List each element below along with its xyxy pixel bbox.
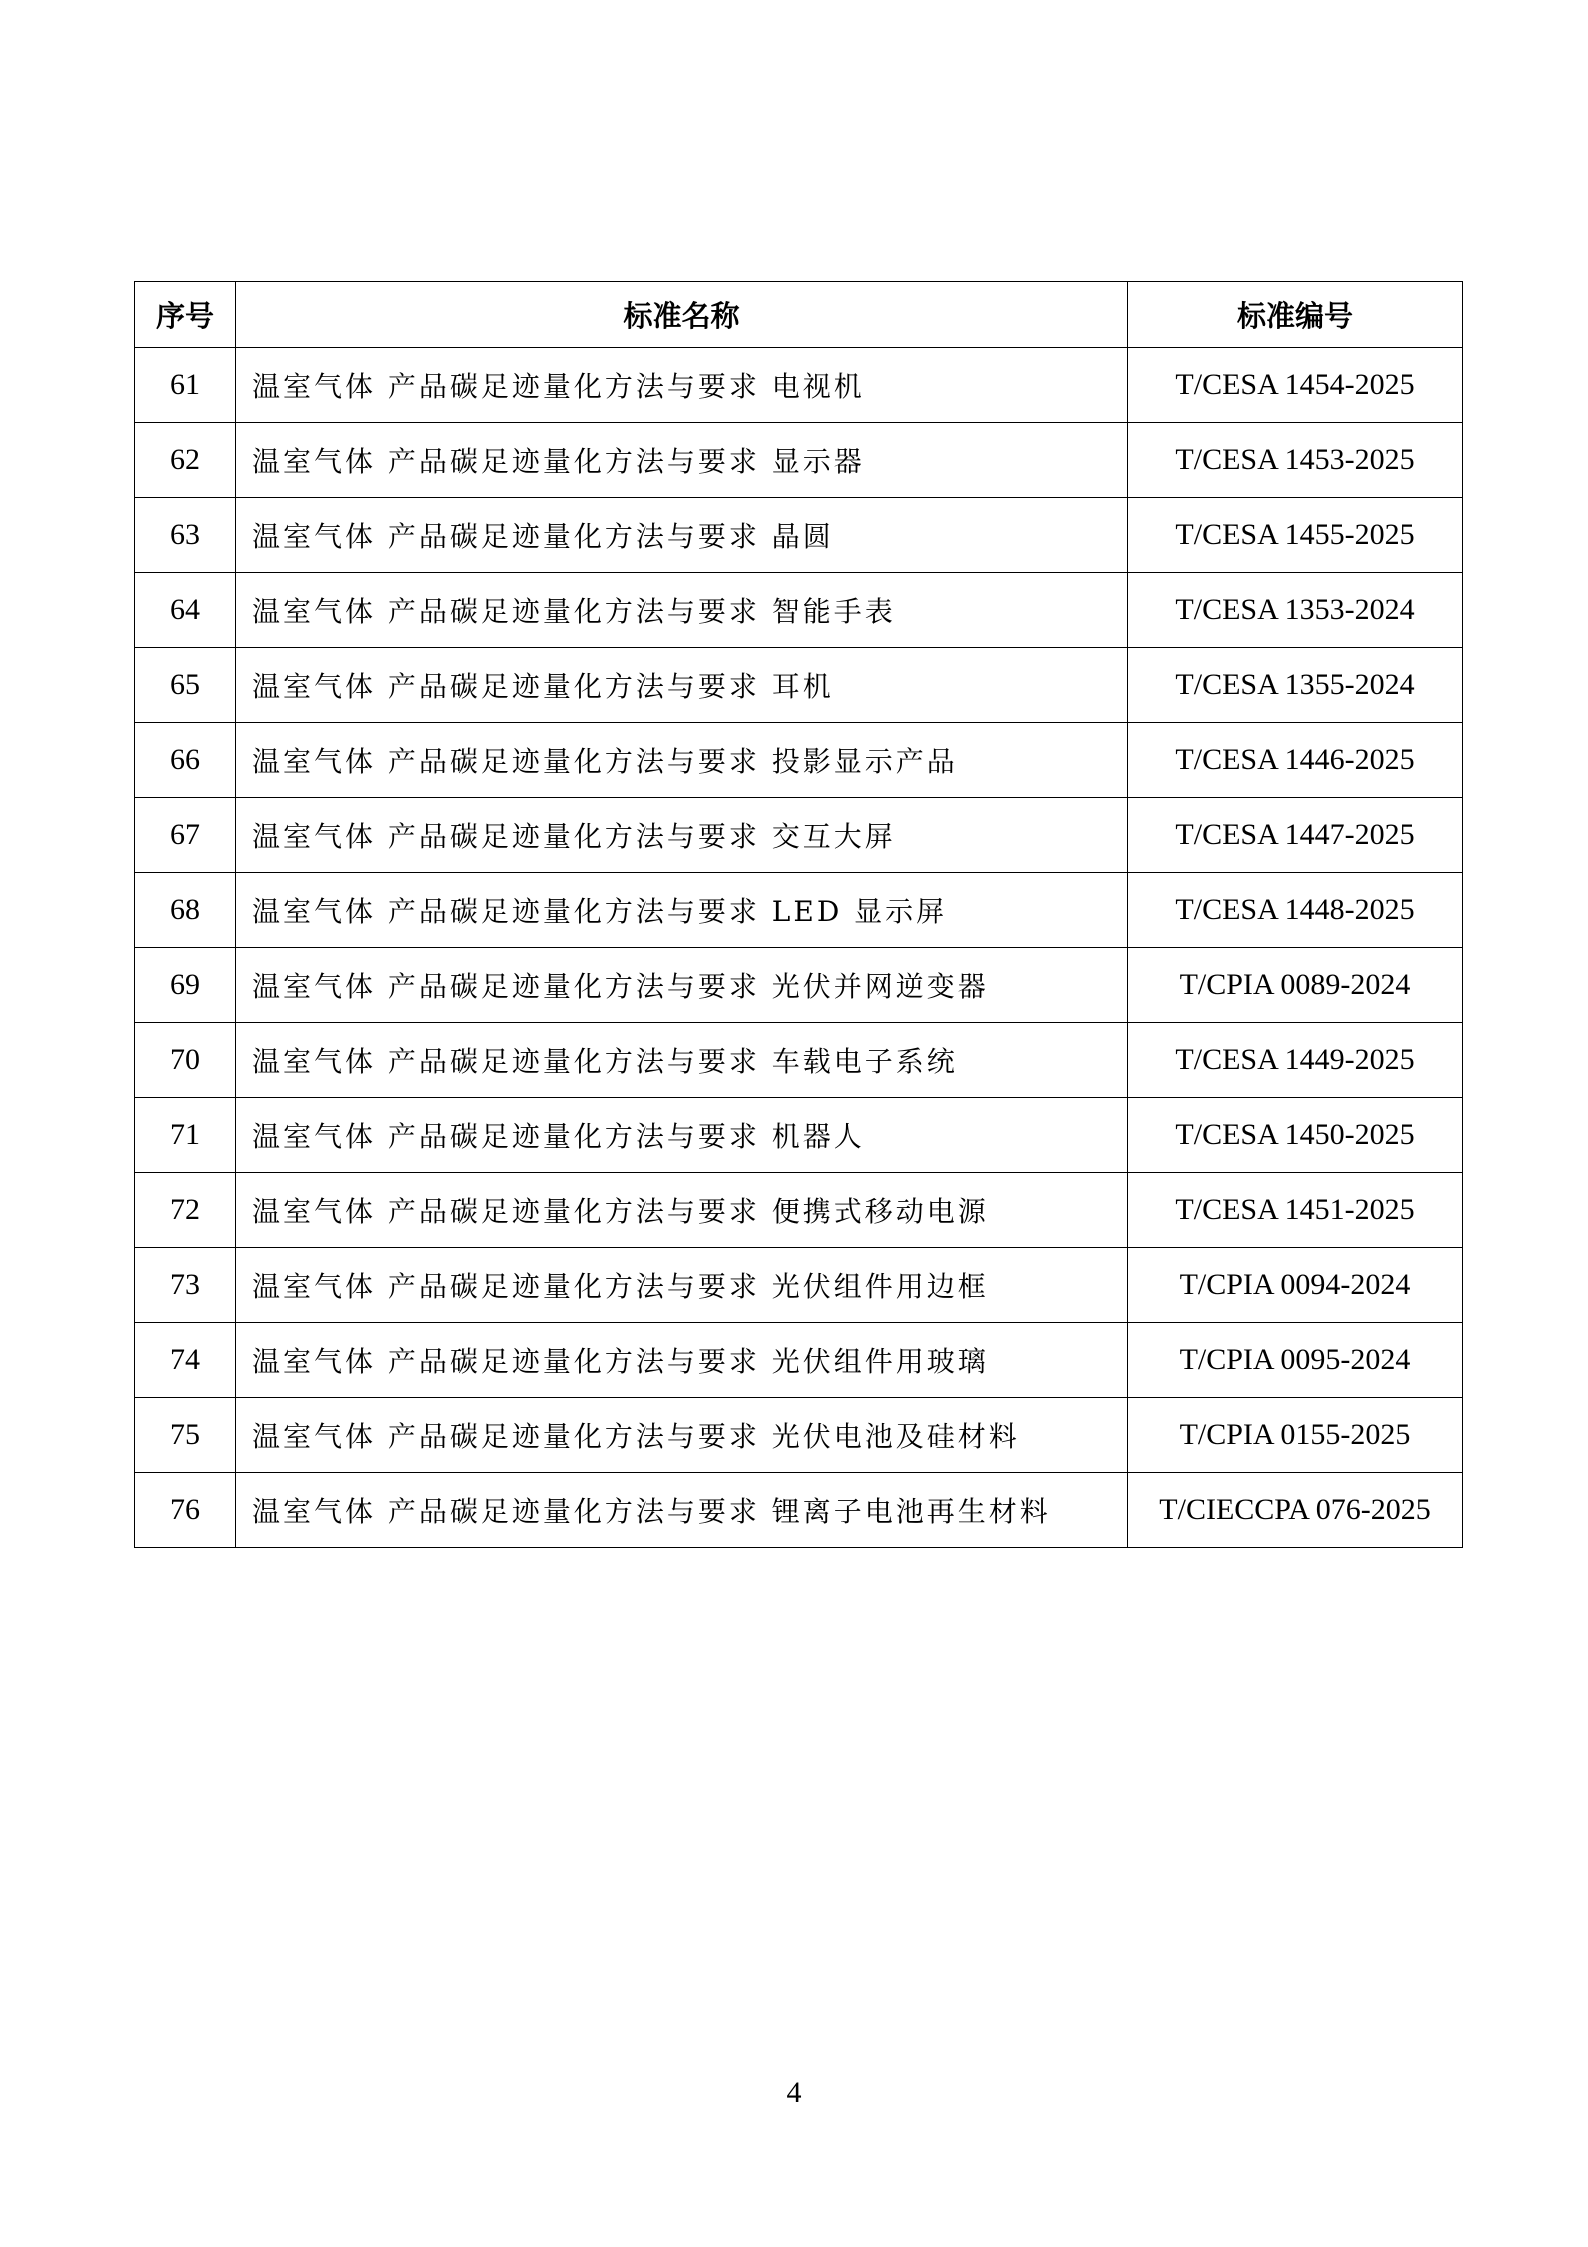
serial-number-cell: 68 xyxy=(135,873,236,948)
table-row xyxy=(135,1323,1463,1398)
serial-number-cell: 64 xyxy=(135,573,236,648)
standard-name-cell: 温室气体 产品碳足迹量化方法与要求 智能手表 xyxy=(236,573,1128,648)
standard-name-cell: 温室气体 产品碳足迹量化方法与要求 显示器 xyxy=(236,423,1128,498)
standard-code-cell: T/CESA 1447-2025 xyxy=(1128,798,1463,873)
table-row xyxy=(135,573,1463,648)
standard-name-cell: 温室气体 产品碳足迹量化方法与要求 投影显示产品 xyxy=(236,723,1128,798)
table-row xyxy=(135,348,1463,423)
serial-number-cell: 63 xyxy=(135,498,236,573)
standard-name-cell: 温室气体 产品碳足迹量化方法与要求 光伏电池及硅材料 xyxy=(236,1398,1128,1473)
serial-number-cell: 72 xyxy=(135,1173,236,1248)
standard-code-cell: T/CPIA 0089-2024 xyxy=(1128,948,1463,1023)
standard-code-cell: T/CESA 1455-2025 xyxy=(1128,498,1463,573)
serial-number-cell: 69 xyxy=(135,948,236,1023)
table-row xyxy=(135,1398,1463,1473)
standard-name-cell: 温室气体 产品碳足迹量化方法与要求 光伏组件用边框 xyxy=(236,1248,1128,1323)
standard-code-cell: T/CESA 1449-2025 xyxy=(1128,1023,1463,1098)
table-row xyxy=(135,1098,1463,1173)
standard-name-cell: 温室气体 产品碳足迹量化方法与要求 光伏并网逆变器 xyxy=(236,948,1128,1023)
standards-table xyxy=(134,281,1463,1548)
standard-name-cell: 温室气体 产品碳足迹量化方法与要求 电视机 xyxy=(236,348,1128,423)
standard-name-cell: 温室气体 产品碳足迹量化方法与要求 耳机 xyxy=(236,648,1128,723)
standard-code-cell: T/CESA 1353-2024 xyxy=(1128,573,1463,648)
standard-code-cell: T/CPIA 0095-2024 xyxy=(1128,1323,1463,1398)
standard-name-cell: 温室气体 产品碳足迹量化方法与要求 车载电子系统 xyxy=(236,1023,1128,1098)
table-row xyxy=(135,423,1463,498)
standard-name-cell: 温室气体 产品碳足迹量化方法与要求 LED 显示屏 xyxy=(236,873,1128,948)
header-standard-code: 标准编号 xyxy=(1128,282,1463,348)
table-row xyxy=(135,1023,1463,1098)
standard-name-cell: 温室气体 产品碳足迹量化方法与要求 机器人 xyxy=(236,1098,1128,1173)
standard-name-cell: 温室气体 产品碳足迹量化方法与要求 锂离子电池再生材料 xyxy=(236,1473,1128,1548)
standard-code-cell: T/CESA 1355-2024 xyxy=(1128,648,1463,723)
serial-number-cell: 67 xyxy=(135,798,236,873)
serial-number-cell: 73 xyxy=(135,1248,236,1323)
standard-code-cell: T/CESA 1448-2025 xyxy=(1128,873,1463,948)
serial-number-cell: 62 xyxy=(135,423,236,498)
table-row xyxy=(135,1473,1463,1548)
standard-name-cell: 温室气体 产品碳足迹量化方法与要求 便携式移动电源 xyxy=(236,1173,1128,1248)
table-row xyxy=(135,798,1463,873)
page-number: 4 xyxy=(786,2076,802,2109)
serial-number-cell: 61 xyxy=(135,348,236,423)
table-row xyxy=(135,723,1463,798)
header-standard-name: 标准名称 xyxy=(236,282,1128,348)
standard-code-cell: T/CESA 1454-2025 xyxy=(1128,348,1463,423)
header-serial-number: 序号 xyxy=(135,282,236,348)
standard-code-cell: T/CESA 1446-2025 xyxy=(1128,723,1463,798)
standard-code-cell: T/CPIA 0094-2024 xyxy=(1128,1248,1463,1323)
table-row xyxy=(135,873,1463,948)
table-row xyxy=(135,1248,1463,1323)
serial-number-cell: 65 xyxy=(135,648,236,723)
table-header-row xyxy=(135,282,1463,348)
table-row xyxy=(135,498,1463,573)
standard-code-cell: T/CESA 1453-2025 xyxy=(1128,423,1463,498)
serial-number-cell: 71 xyxy=(135,1098,236,1173)
table-row xyxy=(135,948,1463,1023)
standard-code-cell: T/CESA 1451-2025 xyxy=(1128,1173,1463,1248)
serial-number-cell: 70 xyxy=(135,1023,236,1098)
standard-code-cell: T/CIECCPA 076-2025 xyxy=(1128,1473,1463,1548)
standard-code-cell: T/CPIA 0155-2025 xyxy=(1128,1398,1463,1473)
serial-number-cell: 66 xyxy=(135,723,236,798)
table-row xyxy=(135,648,1463,723)
table-body xyxy=(135,348,1463,1548)
serial-number-cell: 76 xyxy=(135,1473,236,1548)
serial-number-cell: 75 xyxy=(135,1398,236,1473)
standard-name-cell: 温室气体 产品碳足迹量化方法与要求 光伏组件用玻璃 xyxy=(236,1323,1128,1398)
standard-name-cell: 温室气体 产品碳足迹量化方法与要求 交互大屏 xyxy=(236,798,1128,873)
serial-number-cell: 74 xyxy=(135,1323,236,1398)
standard-code-cell: T/CESA 1450-2025 xyxy=(1128,1098,1463,1173)
standard-name-cell: 温室气体 产品碳足迹量化方法与要求 晶圆 xyxy=(236,498,1128,573)
table-row xyxy=(135,1173,1463,1248)
